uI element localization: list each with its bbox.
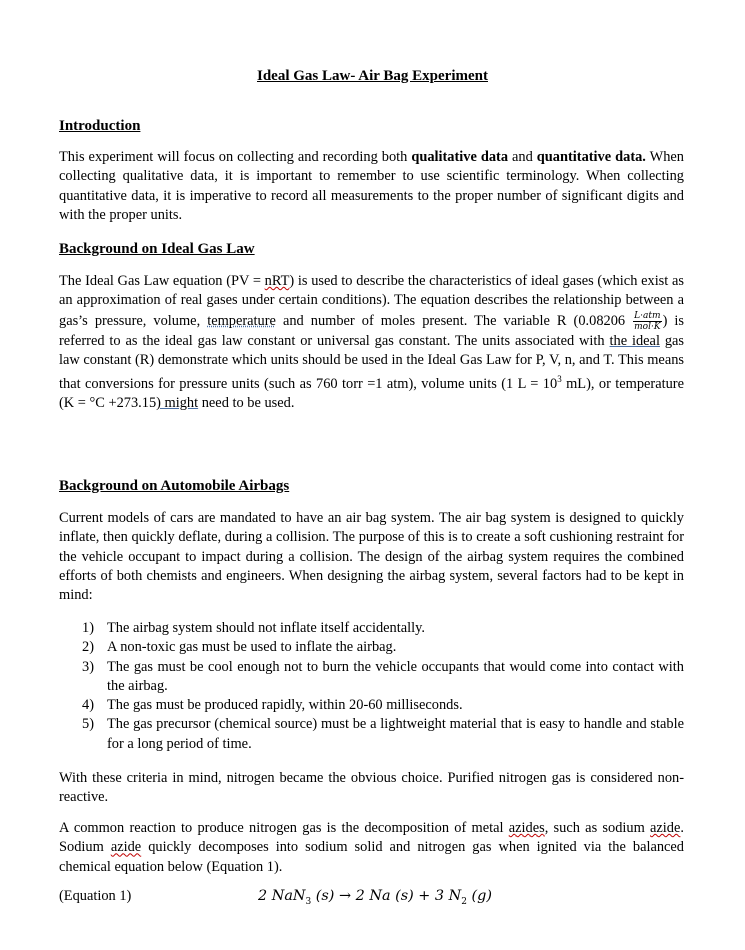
azide-term: azide <box>110 839 142 856</box>
equation-subscript: 3 <box>305 896 312 907</box>
list-text: The gas must be cool enough not to burn the vehicle occupants that would come into contact with the airbag. <box>107 658 684 694</box>
airbags-paragraph: Current models of cars are mandated to have an air bag system. The air bag system is designed to quickly inflate, then quickly deflate, during a collision. The purpose of this is to create a soft cushioning restraint for the vehicle occupant to impact during a collision. The design of the airbag system requires the combined efforts of both chemists and engineers. When designing the airbag system, several factors had to be kept in mind: <box>59 510 684 604</box>
equation-label: (Equation 1) <box>59 888 132 904</box>
intro-text: and <box>508 149 537 165</box>
list-number: 2) <box>82 639 94 656</box>
document-title: Ideal Gas Law- Air Bag Experiment <box>257 68 488 84</box>
list-item <box>82 715 684 754</box>
equation-part: (s) → 2 Na (s) + 3 N <box>311 888 462 904</box>
intro-text: When collecting qualitative data, it is important to remember to use scientific terminology. When collecting quantitative data, it is imperative to record all measurements to the proper number of significant digits and with the proper units. <box>59 149 684 223</box>
airbags-heading: Background on Automobile Airbags <box>59 478 290 494</box>
list-item <box>82 696 684 715</box>
gas-text: mL), or temperature (K = °C +273.15 <box>59 375 684 412</box>
list-item <box>82 658 684 697</box>
gas-text: ) is referred to as the ideal gas law constant or universal gas constant. The units associated with <box>59 312 684 349</box>
azide-paragraph <box>59 819 684 877</box>
introduction-heading: Introduction <box>59 118 141 134</box>
list-text: A non-toxic gas must be used to inflate the airbag. <box>107 639 397 656</box>
might-term: ) might <box>156 395 199 412</box>
azides-term: azides <box>508 820 545 836</box>
list-number: 4) <box>82 697 94 714</box>
equation-part: 2 NaN <box>258 888 306 904</box>
nrt-term: nRT <box>264 273 290 289</box>
list-number: 3) <box>82 658 94 675</box>
nitrogen-paragraph: With these criteria in mind, nitrogen became the obvious choice. Purified nitrogen gas is considered non-reactive. <box>59 770 684 806</box>
chemical-equation <box>258 888 492 907</box>
temperature-term: temperature <box>207 312 276 329</box>
list-number: 5) <box>82 716 94 733</box>
gas-text: gas law constant (R) demonstrate which units should be used in the Ideal Gas Law for P, V, n, and T. This means that conversions for pressure units (such as 760 torr =1 atm), volume units (1 L = 10 <box>59 332 685 392</box>
exponent: 3 <box>557 374 562 385</box>
gas-text: The Ideal Gas Law equation (PV = <box>59 273 265 289</box>
fraction-numerator: L·atm <box>634 310 661 321</box>
equation-part: (g) <box>466 888 492 904</box>
list-item <box>82 638 684 657</box>
introduction-paragraph <box>59 148 684 225</box>
gas-text: and number of moles present. The variable R (0.08206 <box>275 312 633 329</box>
azide-text: quickly decomposes into sodium solid and nitrogen gas when ignited via the balanced chemical equation below (Equation 1). <box>59 839 685 875</box>
gas-constant-units-fraction <box>633 311 661 332</box>
list-text: The gas must be produced rapidly, within 20-60 milliseconds. <box>107 697 463 714</box>
equation-subscript: 2 <box>461 896 467 907</box>
gas-text: ) is used to describe the characteristics of ideal gases (which exist as an approximation of real gases under certain conditions). The equation describes the relationship between a gas’s pressure, volume, <box>59 273 684 329</box>
ideal-gas-law-heading: Background on Ideal Gas Law <box>59 241 255 257</box>
qualitative-data-term: qualitative data <box>411 149 509 165</box>
list-number: 1) <box>82 620 94 636</box>
azide-text: A common reaction to produce nitrogen gas is the decomposition of metal <box>59 820 509 836</box>
quantitative-data-term: quantitative data. <box>536 149 646 165</box>
ideal-gas-law-paragraph <box>59 272 684 414</box>
intro-text: This experiment will focus on collecting and recording both <box>59 149 412 165</box>
azide-text: . Sodium <box>59 820 684 856</box>
list-text: The gas precursor (chemical source) must be a lightweight material that is easy to handle and stable for a long period of time. <box>107 716 684 752</box>
gas-text: need to be used. <box>198 395 295 412</box>
fraction-denominator: mol·K <box>634 321 661 332</box>
list-text: The airbag system should not inflate itself accidentally. <box>107 620 425 636</box>
the-ideal-term: the ideal <box>609 332 660 349</box>
azide-text: , such as sodium <box>544 820 651 836</box>
list-item <box>82 619 684 638</box>
criteria-list <box>82 619 684 754</box>
azide-term: azide <box>650 820 681 836</box>
